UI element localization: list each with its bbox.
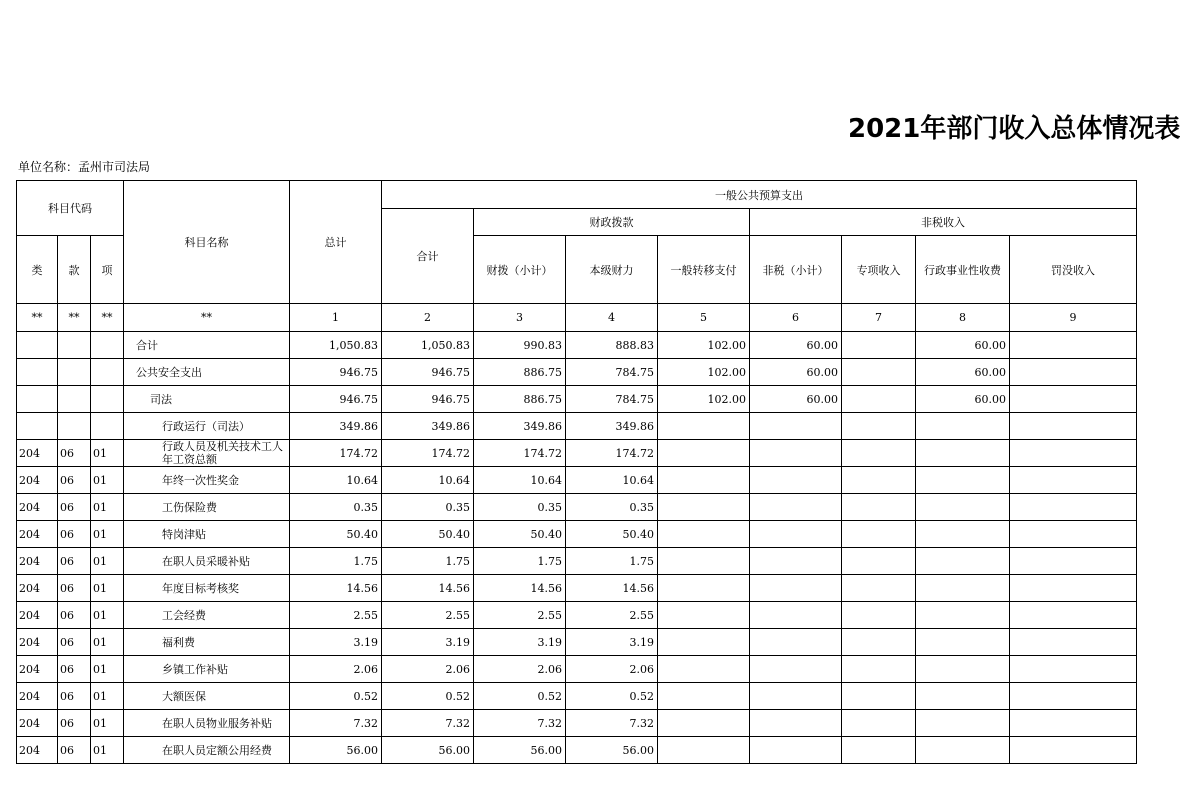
index-cell: 5	[658, 304, 750, 332]
fine-income-cell	[1010, 629, 1137, 656]
lei-code-cell: 204	[17, 710, 58, 737]
total-cell: 0.35	[290, 494, 382, 521]
special-income-cell	[842, 602, 916, 629]
transfer-payment-cell	[658, 467, 750, 494]
fiscal-subtotal-cell: 10.64	[474, 467, 566, 494]
lei-code-cell: 204	[17, 629, 58, 656]
subtotal-cell: 349.86	[382, 413, 474, 440]
total-cell: 349.86	[290, 413, 382, 440]
transfer-payment-cell	[658, 521, 750, 548]
admin-fee-cell	[916, 494, 1010, 521]
local-fiscal-cell: 14.56	[566, 575, 658, 602]
fiscal-subtotal-cell: 1.75	[474, 548, 566, 575]
xiang-code-cell: 01	[91, 494, 124, 521]
admin-fee-cell: 60.00	[916, 332, 1010, 359]
kuan-code-cell: 06	[58, 521, 91, 548]
admin-fee-cell	[916, 683, 1010, 710]
table-row	[17, 494, 1137, 521]
subject-name-cell: 行政人员及机关技术工人年工资总额	[124, 440, 290, 467]
table-row	[17, 548, 1137, 575]
subject-name-cell: 乡镇工作补贴	[124, 656, 290, 683]
admin-fee-cell	[916, 737, 1010, 764]
xiang-code-cell	[91, 359, 124, 386]
fine-income-cell	[1010, 683, 1137, 710]
total-cell: 7.32	[290, 710, 382, 737]
xiang-code-cell: 01	[91, 683, 124, 710]
admin-fee-cell	[916, 467, 1010, 494]
table-row	[17, 575, 1137, 602]
table-row	[17, 413, 1137, 440]
table-row	[17, 386, 1137, 413]
fiscal-subtotal-cell: 990.83	[474, 332, 566, 359]
unit-name-label: 单位名称：孟州市司法局	[18, 160, 151, 174]
non-tax-subtotal-cell: 60.00	[750, 332, 842, 359]
lei-code-cell: 204	[17, 575, 58, 602]
admin-fee-cell	[916, 602, 1010, 629]
admin-fee-cell: 60.00	[916, 386, 1010, 413]
admin-fee-cell	[916, 521, 1010, 548]
index-cell: 1	[290, 304, 382, 332]
kuan-code-cell: 06	[58, 629, 91, 656]
transfer-payment-cell	[658, 737, 750, 764]
xiang-code-cell	[91, 413, 124, 440]
total-cell: 50.40	[290, 521, 382, 548]
header-subject-name: 科目名称	[124, 181, 290, 304]
kuan-code-cell: 06	[58, 683, 91, 710]
lei-code-cell: 204	[17, 737, 58, 764]
special-income-cell	[842, 386, 916, 413]
lei-code-cell	[17, 359, 58, 386]
report-title: 2021年部门收入总体情况表	[848, 114, 1180, 144]
header-admin-fee: 行政事业性收费	[916, 236, 1010, 304]
transfer-payment-cell: 102.00	[658, 386, 750, 413]
subtotal-cell: 1.75	[382, 548, 474, 575]
xiang-code-cell: 01	[91, 440, 124, 467]
xiang-code-cell: 01	[91, 467, 124, 494]
transfer-payment-cell	[658, 575, 750, 602]
subject-name-cell: 大额医保	[124, 683, 290, 710]
local-fiscal-cell: 0.52	[566, 683, 658, 710]
special-income-cell	[842, 467, 916, 494]
index-cell: 4	[566, 304, 658, 332]
admin-fee-cell	[916, 710, 1010, 737]
table-row	[17, 467, 1137, 494]
index-cell: 7	[842, 304, 916, 332]
lei-code-cell: 204	[17, 467, 58, 494]
lei-code-cell: 204	[17, 683, 58, 710]
total-cell: 1.75	[290, 548, 382, 575]
lei-code-cell: 204	[17, 602, 58, 629]
fine-income-cell	[1010, 359, 1137, 386]
fiscal-subtotal-cell: 56.00	[474, 737, 566, 764]
local-fiscal-cell: 10.64	[566, 467, 658, 494]
special-income-cell	[842, 332, 916, 359]
total-cell: 0.52	[290, 683, 382, 710]
fine-income-cell	[1010, 710, 1137, 737]
fine-income-cell	[1010, 656, 1137, 683]
transfer-payment-cell	[658, 710, 750, 737]
header-total: 总计	[290, 181, 382, 304]
table-row	[17, 683, 1137, 710]
header-non-tax-subtotal: 非税（小计）	[750, 236, 842, 304]
special-income-cell	[842, 710, 916, 737]
total-cell: 14.56	[290, 575, 382, 602]
local-fiscal-cell: 50.40	[566, 521, 658, 548]
table-row	[17, 332, 1137, 359]
fine-income-cell	[1010, 548, 1137, 575]
xiang-code-cell: 01	[91, 548, 124, 575]
xiang-code-cell: 01	[91, 737, 124, 764]
subtotal-cell: 50.40	[382, 521, 474, 548]
subject-name-cell: 合计	[124, 332, 290, 359]
subject-name-cell: 年度目标考核奖	[124, 575, 290, 602]
fiscal-subtotal-cell: 349.86	[474, 413, 566, 440]
local-fiscal-cell: 888.83	[566, 332, 658, 359]
fine-income-cell	[1010, 413, 1137, 440]
lei-code-cell: 204	[17, 494, 58, 521]
header-kuan: 款	[58, 236, 91, 304]
table-row	[17, 602, 1137, 629]
subject-name-cell: 在职人员定额公用经费	[124, 737, 290, 764]
special-income-cell	[842, 737, 916, 764]
non-tax-subtotal-cell	[750, 737, 842, 764]
table-row	[17, 359, 1137, 386]
subject-name-cell: 在职人员物业服务补贴	[124, 710, 290, 737]
index-cell: **	[91, 304, 124, 332]
transfer-payment-cell	[658, 548, 750, 575]
admin-fee-cell	[916, 629, 1010, 656]
table-row	[17, 440, 1137, 467]
fiscal-subtotal-cell: 2.06	[474, 656, 566, 683]
xiang-code-cell: 01	[91, 629, 124, 656]
subject-name-cell: 司法	[124, 386, 290, 413]
subject-name-cell: 行政运行（司法）	[124, 413, 290, 440]
index-cell: 8	[916, 304, 1010, 332]
fiscal-subtotal-cell: 2.55	[474, 602, 566, 629]
total-cell: 946.75	[290, 359, 382, 386]
header-fiscal-allocation: 财政拨款	[474, 209, 750, 236]
fiscal-subtotal-cell: 886.75	[474, 386, 566, 413]
table-row	[17, 521, 1137, 548]
transfer-payment-cell: 102.00	[658, 332, 750, 359]
total-cell: 946.75	[290, 386, 382, 413]
transfer-payment-cell	[658, 440, 750, 467]
table-body	[17, 332, 1137, 764]
local-fiscal-cell: 2.55	[566, 602, 658, 629]
subtotal-cell: 2.06	[382, 656, 474, 683]
special-income-cell	[842, 575, 916, 602]
total-cell: 56.00	[290, 737, 382, 764]
special-income-cell	[842, 629, 916, 656]
non-tax-subtotal-cell	[750, 629, 842, 656]
local-fiscal-cell: 784.75	[566, 386, 658, 413]
xiang-code-cell: 01	[91, 710, 124, 737]
kuan-code-cell: 06	[58, 710, 91, 737]
fine-income-cell	[1010, 737, 1137, 764]
income-table-viewport	[16, 180, 1100, 770]
admin-fee-cell: 60.00	[916, 359, 1010, 386]
local-fiscal-cell: 349.86	[566, 413, 658, 440]
kuan-code-cell	[58, 332, 91, 359]
fiscal-subtotal-cell: 0.52	[474, 683, 566, 710]
header-transfer-payment: 一般转移支付	[658, 236, 750, 304]
index-cell: 6	[750, 304, 842, 332]
xiang-code-cell: 01	[91, 521, 124, 548]
subtotal-cell: 10.64	[382, 467, 474, 494]
special-income-cell	[842, 359, 916, 386]
lei-code-cell	[17, 386, 58, 413]
subject-name-cell: 工会经费	[124, 602, 290, 629]
special-income-cell	[842, 683, 916, 710]
non-tax-subtotal-cell	[750, 575, 842, 602]
kuan-code-cell: 06	[58, 494, 91, 521]
non-tax-subtotal-cell	[750, 467, 842, 494]
header-fiscal-subtotal: 财拨（小计）	[474, 236, 566, 304]
table-row	[17, 656, 1137, 683]
kuan-code-cell: 06	[58, 440, 91, 467]
special-income-cell	[842, 440, 916, 467]
xiang-code-cell	[91, 332, 124, 359]
fine-income-cell	[1010, 602, 1137, 629]
header-xiang: 项	[91, 236, 124, 304]
total-cell: 10.64	[290, 467, 382, 494]
subtotal-cell: 0.35	[382, 494, 474, 521]
xiang-code-cell: 01	[91, 602, 124, 629]
table-row	[17, 737, 1137, 764]
table-row	[17, 710, 1137, 737]
fine-income-cell	[1010, 332, 1137, 359]
header-non-tax-income: 非税收入	[750, 209, 1137, 236]
fine-income-cell	[1010, 575, 1137, 602]
local-fiscal-cell: 56.00	[566, 737, 658, 764]
xiang-code-cell: 01	[91, 575, 124, 602]
kuan-code-cell: 06	[58, 602, 91, 629]
local-fiscal-cell: 2.06	[566, 656, 658, 683]
fiscal-subtotal-cell: 50.40	[474, 521, 566, 548]
fiscal-subtotal-cell: 3.19	[474, 629, 566, 656]
special-income-cell	[842, 413, 916, 440]
income-table	[16, 180, 1137, 764]
transfer-payment-cell: 102.00	[658, 359, 750, 386]
non-tax-subtotal-cell	[750, 683, 842, 710]
subject-name-cell: 福利费	[124, 629, 290, 656]
subtotal-cell: 56.00	[382, 737, 474, 764]
fine-income-cell	[1010, 440, 1137, 467]
subtotal-cell: 946.75	[382, 386, 474, 413]
subtotal-cell: 0.52	[382, 683, 474, 710]
header-lei: 类	[17, 236, 58, 304]
header-general-budget: 一般公共预算支出	[382, 181, 1137, 209]
header-fine-income: 罚没收入	[1010, 236, 1137, 304]
subtotal-cell: 1,050.83	[382, 332, 474, 359]
lei-code-cell: 204	[17, 548, 58, 575]
non-tax-subtotal-cell	[750, 656, 842, 683]
non-tax-subtotal-cell	[750, 440, 842, 467]
xiang-code-cell: 01	[91, 656, 124, 683]
local-fiscal-cell: 1.75	[566, 548, 658, 575]
fiscal-subtotal-cell: 886.75	[474, 359, 566, 386]
local-fiscal-cell: 0.35	[566, 494, 658, 521]
admin-fee-cell	[916, 548, 1010, 575]
transfer-payment-cell	[658, 413, 750, 440]
kuan-code-cell: 06	[58, 548, 91, 575]
local-fiscal-cell: 3.19	[566, 629, 658, 656]
local-fiscal-cell: 174.72	[566, 440, 658, 467]
index-cell: 2	[382, 304, 474, 332]
subject-name-cell: 在职人员采暖补贴	[124, 548, 290, 575]
transfer-payment-cell	[658, 683, 750, 710]
non-tax-subtotal-cell: 60.00	[750, 359, 842, 386]
header-local-fiscal: 本级财力	[566, 236, 658, 304]
non-tax-subtotal-cell	[750, 521, 842, 548]
fine-income-cell	[1010, 467, 1137, 494]
transfer-payment-cell	[658, 629, 750, 656]
fine-income-cell	[1010, 521, 1137, 548]
header-subject-code: 科目代码	[17, 181, 124, 236]
total-cell: 2.55	[290, 602, 382, 629]
kuan-code-cell	[58, 359, 91, 386]
local-fiscal-cell: 7.32	[566, 710, 658, 737]
index-cell: **	[17, 304, 58, 332]
lei-code-cell	[17, 332, 58, 359]
index-cell: 3	[474, 304, 566, 332]
admin-fee-cell	[916, 575, 1010, 602]
fiscal-subtotal-cell: 0.35	[474, 494, 566, 521]
transfer-payment-cell	[658, 494, 750, 521]
total-cell: 174.72	[290, 440, 382, 467]
xiang-code-cell	[91, 386, 124, 413]
total-cell: 3.19	[290, 629, 382, 656]
subject-name-cell: 特岗津贴	[124, 521, 290, 548]
table-row	[17, 629, 1137, 656]
kuan-code-cell	[58, 386, 91, 413]
total-cell: 2.06	[290, 656, 382, 683]
subtotal-cell: 7.32	[382, 710, 474, 737]
admin-fee-cell	[916, 440, 1010, 467]
subtotal-cell: 14.56	[382, 575, 474, 602]
fiscal-subtotal-cell: 7.32	[474, 710, 566, 737]
subtotal-cell: 3.19	[382, 629, 474, 656]
kuan-code-cell	[58, 413, 91, 440]
non-tax-subtotal-cell	[750, 548, 842, 575]
total-cell: 1,050.83	[290, 332, 382, 359]
subtotal-cell: 174.72	[382, 440, 474, 467]
subject-name-cell: 工伤保险费	[124, 494, 290, 521]
subject-name-cell: 公共安全支出	[124, 359, 290, 386]
special-income-cell	[842, 548, 916, 575]
fine-income-cell	[1010, 386, 1137, 413]
fiscal-subtotal-cell: 14.56	[474, 575, 566, 602]
kuan-code-cell: 06	[58, 467, 91, 494]
admin-fee-cell	[916, 656, 1010, 683]
lei-code-cell: 204	[17, 656, 58, 683]
header-special-income: 专项收入	[842, 236, 916, 304]
fiscal-subtotal-cell: 174.72	[474, 440, 566, 467]
index-cell: 9	[1010, 304, 1137, 332]
kuan-code-cell: 06	[58, 737, 91, 764]
non-tax-subtotal-cell	[750, 494, 842, 521]
non-tax-subtotal-cell	[750, 710, 842, 737]
transfer-payment-cell	[658, 656, 750, 683]
index-row	[17, 304, 1137, 332]
kuan-code-cell: 06	[58, 575, 91, 602]
subject-name-cell: 年终一次性奖金	[124, 467, 290, 494]
special-income-cell	[842, 656, 916, 683]
table-header	[17, 181, 1137, 332]
non-tax-subtotal-cell: 60.00	[750, 386, 842, 413]
header-subtotal: 合计	[382, 209, 474, 304]
index-cell: **	[58, 304, 91, 332]
local-fiscal-cell: 784.75	[566, 359, 658, 386]
lei-code-cell	[17, 413, 58, 440]
lei-code-cell: 204	[17, 440, 58, 467]
transfer-payment-cell	[658, 602, 750, 629]
lei-code-cell: 204	[17, 521, 58, 548]
subtotal-cell: 946.75	[382, 359, 474, 386]
non-tax-subtotal-cell	[750, 602, 842, 629]
special-income-cell	[842, 521, 916, 548]
admin-fee-cell	[916, 413, 1010, 440]
non-tax-subtotal-cell	[750, 413, 842, 440]
index-cell: **	[124, 304, 290, 332]
fine-income-cell	[1010, 494, 1137, 521]
special-income-cell	[842, 494, 916, 521]
kuan-code-cell: 06	[58, 656, 91, 683]
subtotal-cell: 2.55	[382, 602, 474, 629]
